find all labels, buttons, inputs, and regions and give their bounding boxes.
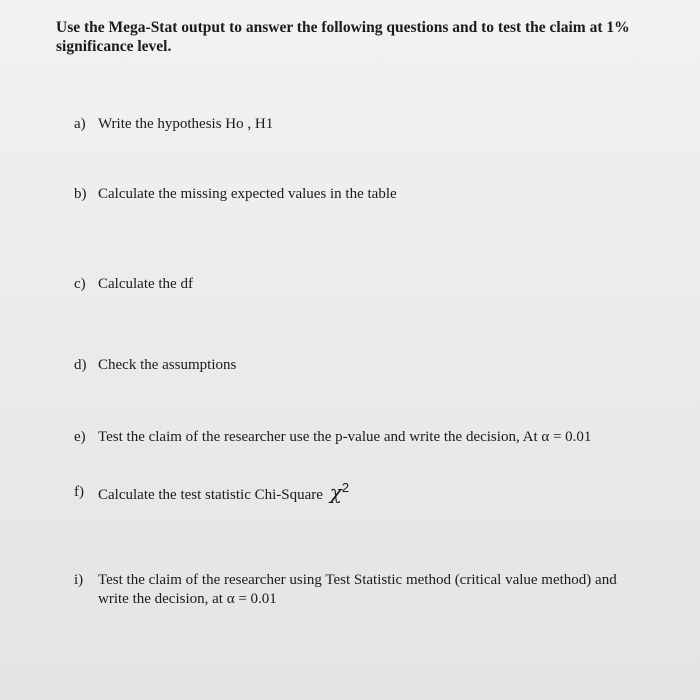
chi-square-superscript: 2 <box>341 480 350 495</box>
question-a-text: Write the hypothesis Ho , H1 <box>98 116 274 132</box>
question-b-letter: b) <box>74 186 87 202</box>
question-i-line-2: write the decision, at α = 0.01 <box>98 591 277 607</box>
question-d-letter: d) <box>74 357 87 373</box>
question-f-text-wrap <box>98 480 634 505</box>
question-b <box>74 185 634 204</box>
question-c <box>74 275 634 294</box>
question-f <box>74 480 634 505</box>
question-a <box>74 115 634 134</box>
question-e-text: Test the claim of the researcher use the p-value and write the decision, At α = 0.01 <box>98 429 592 445</box>
question-i-line-1: Test the claim of the researcher using Test Statistic method (critical value method) and <box>98 572 617 588</box>
question-f-text: Calculate the test statistic Chi-Square <box>98 487 323 503</box>
question-a-letter: a) <box>74 116 86 132</box>
question-f-letter: f) <box>74 484 84 500</box>
question-b-text: Calculate the missing expected values in the table <box>98 186 397 202</box>
question-c-letter: c) <box>74 276 86 292</box>
question-e <box>74 428 634 447</box>
question-i-text-wrap <box>98 571 634 609</box>
instructions-line-2: significance level. <box>56 38 172 55</box>
chi-square-symbol: χ <box>329 480 342 504</box>
question-i-letter: i) <box>74 572 84 588</box>
question-d <box>74 356 634 375</box>
instructions-heading <box>56 18 656 56</box>
question-c-text: Calculate the df <box>98 276 193 292</box>
question-d-text: Check the assumptions <box>98 357 237 373</box>
question-e-letter: e) <box>74 429 86 445</box>
instructions-line-1: Use the Mega-Stat output to answer the following questions and to test the claim at 1% <box>56 19 630 36</box>
question-i <box>74 571 634 609</box>
